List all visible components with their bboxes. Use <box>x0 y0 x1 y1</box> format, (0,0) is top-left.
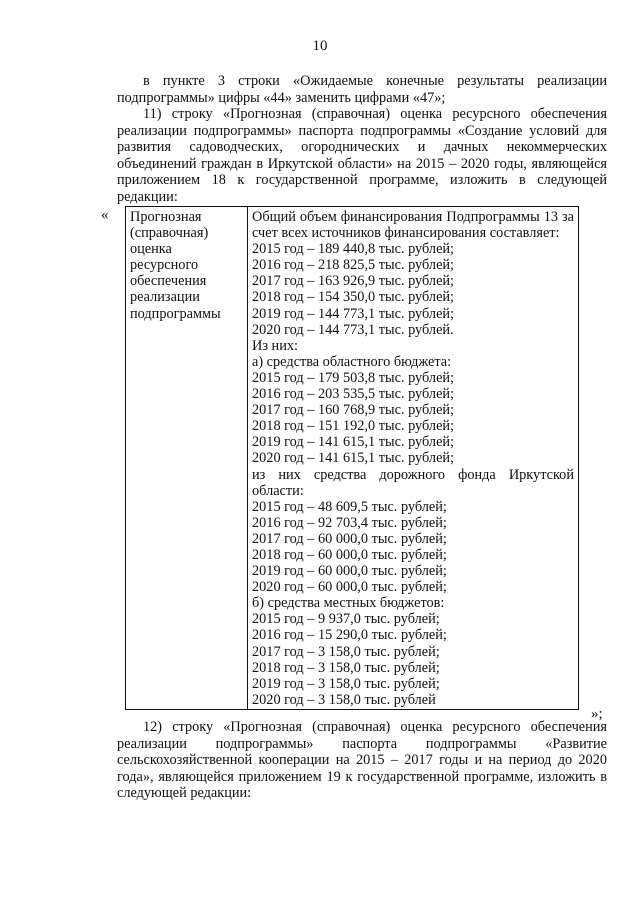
resource-estimate-table <box>125 206 579 710</box>
local-budget-heading: б) средства местных бюджетов: <box>252 595 445 612</box>
table-row <box>126 207 579 710</box>
total-year-line: 2018 год – 154 350,0 тыс. рублей; <box>252 289 455 306</box>
of-which-label: Из них: <box>252 337 298 354</box>
local-year-line: 2016 год – 15 290,0 тыс. рублей; <box>252 627 447 644</box>
local-year-line: 2018 год – 3 158,0 тыс. рублей; <box>252 659 440 676</box>
label-line: Прогнозная <box>130 209 202 225</box>
road-fund-year-line: 2015 год – 48 609,5 тыс. рублей; <box>252 498 447 515</box>
regional-budget-heading: а) средства областного бюджета: <box>252 353 452 370</box>
local-year-line: 2019 год – 3 158,0 тыс. рублей; <box>252 675 440 692</box>
label-line: ресурсного <box>130 257 199 274</box>
regional-year-line: 2018 год – 151 192,0 тыс. рублей; <box>252 418 455 435</box>
regional-year-line: 2015 год – 179 503,8 тыс. рублей; <box>252 369 455 386</box>
road-fund-heading: из них средства дорожного фонда Иркутской области: <box>252 466 574 499</box>
total-year-line: 2016 год – 218 825,5 тыс. рублей; <box>252 257 455 274</box>
local-year-line: 2015 год – 9 937,0 тыс. рублей; <box>252 611 440 628</box>
local-year-line: 2020 год – 3 158,0 тыс. рублей <box>252 691 436 708</box>
label-line: реализации <box>130 289 200 306</box>
row-value-cell <box>248 207 579 710</box>
label-line: обеспечения <box>130 273 207 290</box>
total-year-line: 2020 год – 144 773,1 тыс. рублей. <box>252 321 454 338</box>
regional-budget-list <box>252 370 574 467</box>
road-fund-year-line: 2020 год – 60 000,0 тыс. рублей; <box>252 579 447 596</box>
local-year-line: 2017 год – 3 158,0 тыс. рублей; <box>252 643 440 660</box>
paragraph-amendment-item-3: в пункте 3 строки «Ожидаемые конечные результаты реализации подпрограммы» цифры «44» заменить цифрами «47»; <box>117 73 607 106</box>
local-budget-list <box>252 611 574 708</box>
row-label-cell <box>126 207 248 710</box>
total-year-line: 2015 год – 189 440,8 тыс. рублей; <box>252 241 455 258</box>
regional-year-line: 2020 год – 141 615,1 тыс. рублей; <box>252 450 455 467</box>
road-fund-year-line: 2017 год – 60 000,0 тыс. рублей; <box>252 530 447 547</box>
total-financing-list <box>252 241 574 338</box>
paragraph-amendment-11: 11) строку «Прогнозная (справочная) оценка ресурсного обеспечения реализации подпрограммы» паспорта подпрограммы «Создание условий для развития садоводческих, огороднических и дачных некоммерческих объединений граждан в Иркутской области» на 2015 – 2020 годы, являющейся приложением 18 к государственной программе, изложить в следующей редакции: <box>117 106 607 205</box>
label-line: подпрограммы <box>130 305 221 322</box>
regional-year-line: 2019 год – 141 615,1 тыс. рублей; <box>252 434 455 451</box>
road-fund-year-line: 2018 год – 60 000,0 тыс. рублей; <box>252 546 447 563</box>
label-line: оценка <box>130 241 172 258</box>
label-line: (справочная) <box>130 225 209 242</box>
total-year-line: 2017 год – 163 926,9 тыс. рублей; <box>252 273 455 290</box>
road-fund-list <box>252 499 574 596</box>
regional-year-line: 2017 год – 160 768,9 тыс. рублей; <box>252 402 455 419</box>
closing-quote-mark: »; <box>591 706 603 722</box>
financing-intro: Общий объем финансирования Подпрограммы 13 за счет всех источников финансирования составляет: <box>252 209 574 242</box>
paragraph-amendment-12: 12) строку «Прогнозная (справочная) оценка ресурсного обеспечения реализации подпрограммы» паспорта подпрограммы «Развитие сельскохозяйственной кооперации на 2015 – 2017 годы и на период до 2020 года», являющейся приложением 19 к государственной программе, изложить в следующей редакции: <box>117 719 607 802</box>
road-fund-year-line: 2019 год – 60 000,0 тыс. рублей; <box>252 563 447 580</box>
page-number: 10 <box>312 38 328 54</box>
road-fund-year-line: 2016 год – 92 703,4 тыс. рублей; <box>252 514 447 531</box>
opening-quote-mark: « <box>101 207 109 223</box>
regional-year-line: 2016 год – 203 535,5 тыс. рублей; <box>252 386 455 403</box>
total-year-line: 2019 год – 144 773,1 тыс. рублей; <box>252 305 455 322</box>
